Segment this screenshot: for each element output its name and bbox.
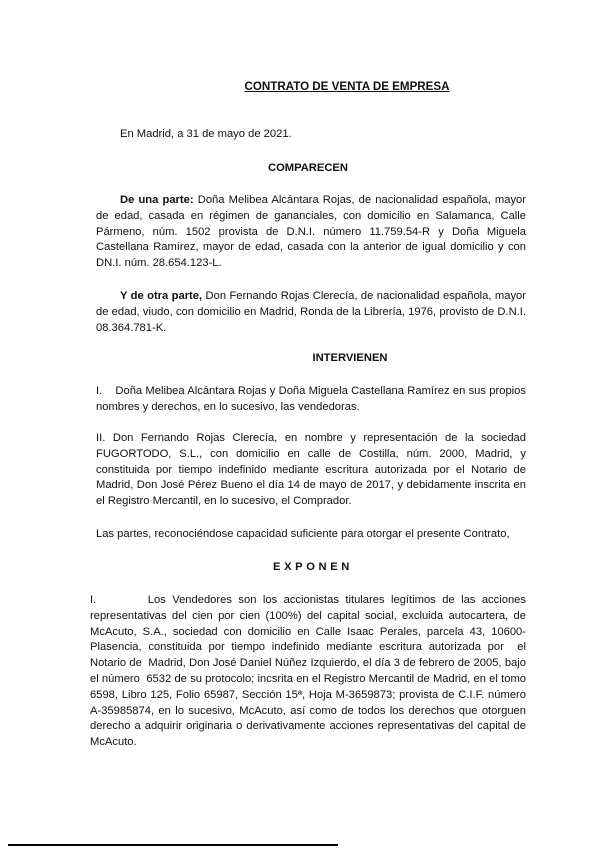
intervienen-item-2: II. Don Fernando Rojas Clerecía, en nombre y representación de la sociedad FUGORTODO, S.L., con domicilio en calle de Costilla, núm. 2000, Madrid, y constituida por tiempo indefinido mediante escritura autorizada por el Notario de Madrid, Don José Pérez Bueno el día 14 de mayo de 2017, y debidamente inscrita en el Registro Mercantil, en lo sucesivo, el Comprador. <box>96 432 526 508</box>
party-one-paragraph <box>96 193 526 272</box>
heading-comparecen: COMPARECEN <box>268 162 348 174</box>
heading-intervienen: INTERVIENEN <box>312 352 388 364</box>
heading-exponen: EXPONEN <box>273 561 353 573</box>
party-two-lead: Y de otra parte, <box>120 290 203 302</box>
intervienen-item-1: I. Doña Melibea Alcántara Rojas y Doña Miguela Castellana Ramírez en sus propios nombres y derechos, en lo sucesivo, las vendedoras. <box>96 385 530 413</box>
party-one-text: Doña Melibea Alcántara Rojas, de nacionalidad española, mayor de edad, casada en régimen de gananciales, con domicilio en Salamanca, Calle Pármeno, núm. 1502 provista de D.N.I. número 11.759.54-R y Doña Miguela Castellana Ramírez, mayor de edad, casada con la anterior de igual domicilio y con DN.I. núm. 28.654.123-L. <box>96 194 526 270</box>
party-one-lead: De una parte: <box>120 194 194 206</box>
document-title: CONTRATO DE VENTA DE EMPRESA <box>244 80 450 93</box>
place-date: En Madrid, a 31 de mayo de 2021. <box>120 128 292 140</box>
exponen-item-1: I. Los Vendedores son los accionistas titulares legítimos de las acciones representativas del cien por cien (100%) del capital social, excluida autocartera, de McAcuto, S.A., sociedad con domicilio en Calle Isaac Perales, parcela 43, 10600-Plasencia, constituida por tiempo indefinido mediante escritura autorizada por el Notario de Madrid, Don José Daniel Núñez Izquierdo, el día 3 de febrero de 2005, bajo el número 6532 de su protocolo; incsrita en el Registro Mercantil de Madrid, en el tomo 6598, Libro 125, Folio 65987, Sección 15ª, Hoja M-3659873; provista de C.I.F. número A-35985874, en lo sucesivo, McAcuto, así como de todos los derechos que otorguen derecho a adquirir originaria o derivativamente acciones representativas del capital de McAcuto. <box>90 594 530 749</box>
footer-rule <box>8 844 338 846</box>
party-two-paragraph <box>96 289 526 336</box>
intervienen-closing: Las partes, reconociéndose capacidad suficiente para otorgar el presente Contrato, <box>96 528 510 540</box>
party-two-text: Don Fernando Rojas Clerecía, de nacionalidad española, mayor de edad, viudo, con domicilio en Madrid, Ronda de la Librería, 1976, provisto de D.N.I. 08.364.781-K. <box>96 290 526 334</box>
